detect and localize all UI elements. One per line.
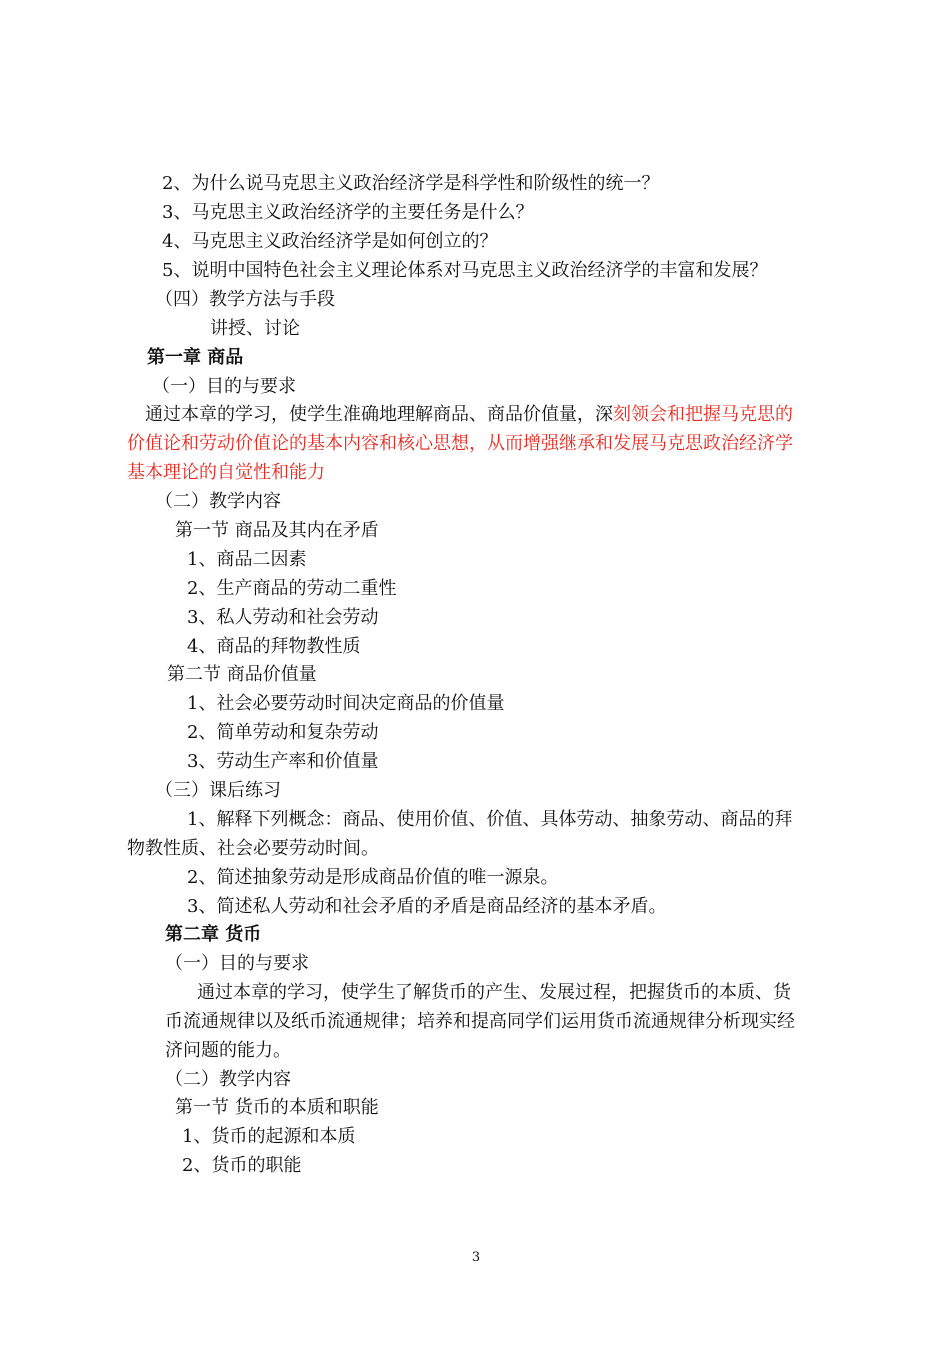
ch2-s1-item-2: 2、货币的职能 [182,1155,302,1176]
chapter-2-title: 第二章 货币 [165,924,262,945]
ch1-s1-item-4: 4、商品的拜物教性质 [187,636,361,657]
ch1-s1-item-2: 2、生产商品的劳动二重性 [187,578,397,599]
ch1-s2-item-1: 1、社会必要劳动时间决定商品的价值量 [187,693,505,714]
ch1-exercise-2: 2、简述抽象劳动是形成商品价值的唯一源泉。 [187,867,559,888]
question-5: 5、说明中国特色社会主义理论体系对马克思主义政治经济学的丰富和发展？ [162,260,768,281]
question-2: 2、为什么说马克思主义政治经济学是科学性和阶级性的统一？ [162,173,660,194]
ch2-s1-item-1: 1、货币的起源和本质 [182,1126,356,1147]
question-4: 4、马克思主义政治经济学是如何创立的？ [162,231,498,252]
ch1-exercise-3: 3、简述私人劳动和社会矛盾的矛盾是商品经济的基本矛盾。 [187,896,667,917]
ch2-goals-para-line-2: 币流通规律以及纸币流通规律；培养和提高同学们运用货币流通规律分析现实经 [165,1011,795,1032]
ch1-content-heading: （二）教学内容 [155,491,281,512]
section-heading-methods: （四）教学方法与手段 [155,289,335,310]
ch1-exercise-1-line-2: 物教性质、社会必要劳动时间。 [127,838,379,859]
ch1-s1-item-1: 1、商品二因素 [187,549,307,570]
ch1-section-2: 第二节 商品价值量 [167,664,317,685]
ch1-s1-item-3: 3、私人劳动和社会劳动 [187,607,379,628]
goals-text-red: 刻领会和把握马克思的 [613,404,793,425]
ch1-goals-heading: （一）目的与要求 [152,376,296,397]
methods-text: 讲授、讨论 [210,318,300,339]
ch1-exercise-1-line-1: 1、解释下列概念：商品、使用价值、价值、具体劳动、抽象劳动、商品的拜 [187,809,793,830]
ch2-section-1: 第一节 货币的本质和职能 [175,1097,379,1118]
ch2-content-heading: （二）教学内容 [165,1069,291,1090]
ch1-exercises-heading: （三）课后练习 [155,780,281,801]
ch1-goals-para-line-2: 价值论和劳动价值论的基本内容和核心思想，从而增强继承和发展马克思政治经济学 [127,433,793,454]
ch1-goals-para-line-1 [145,404,793,426]
ch2-goals-para-line-3: 济问题的能力。 [165,1040,291,1061]
ch1-s2-item-2: 2、简单劳动和复杂劳动 [187,722,379,743]
ch1-s2-item-3: 3、劳动生产率和价值量 [187,751,379,772]
ch2-goals-para-line-1: 通过本章的学习，使学生了解货币的产生、发展过程，把握货币的本质、货 [197,982,791,1003]
ch2-goals-heading: （一）目的与要求 [165,953,309,974]
ch1-section-1: 第一节 商品及其内在矛盾 [175,520,379,541]
question-3: 3、马克思主义政治经济学的主要任务是什么？ [162,202,534,223]
chapter-1-title: 第一章 商品 [147,347,244,368]
ch1-goals-para-line-3: 基本理论的自觉性和能力 [127,462,325,483]
page-number: 3 [471,1250,481,1265]
goals-text-black: 通过本章的学习，使学生准确地理解商品、商品价值量，深 [145,404,613,425]
